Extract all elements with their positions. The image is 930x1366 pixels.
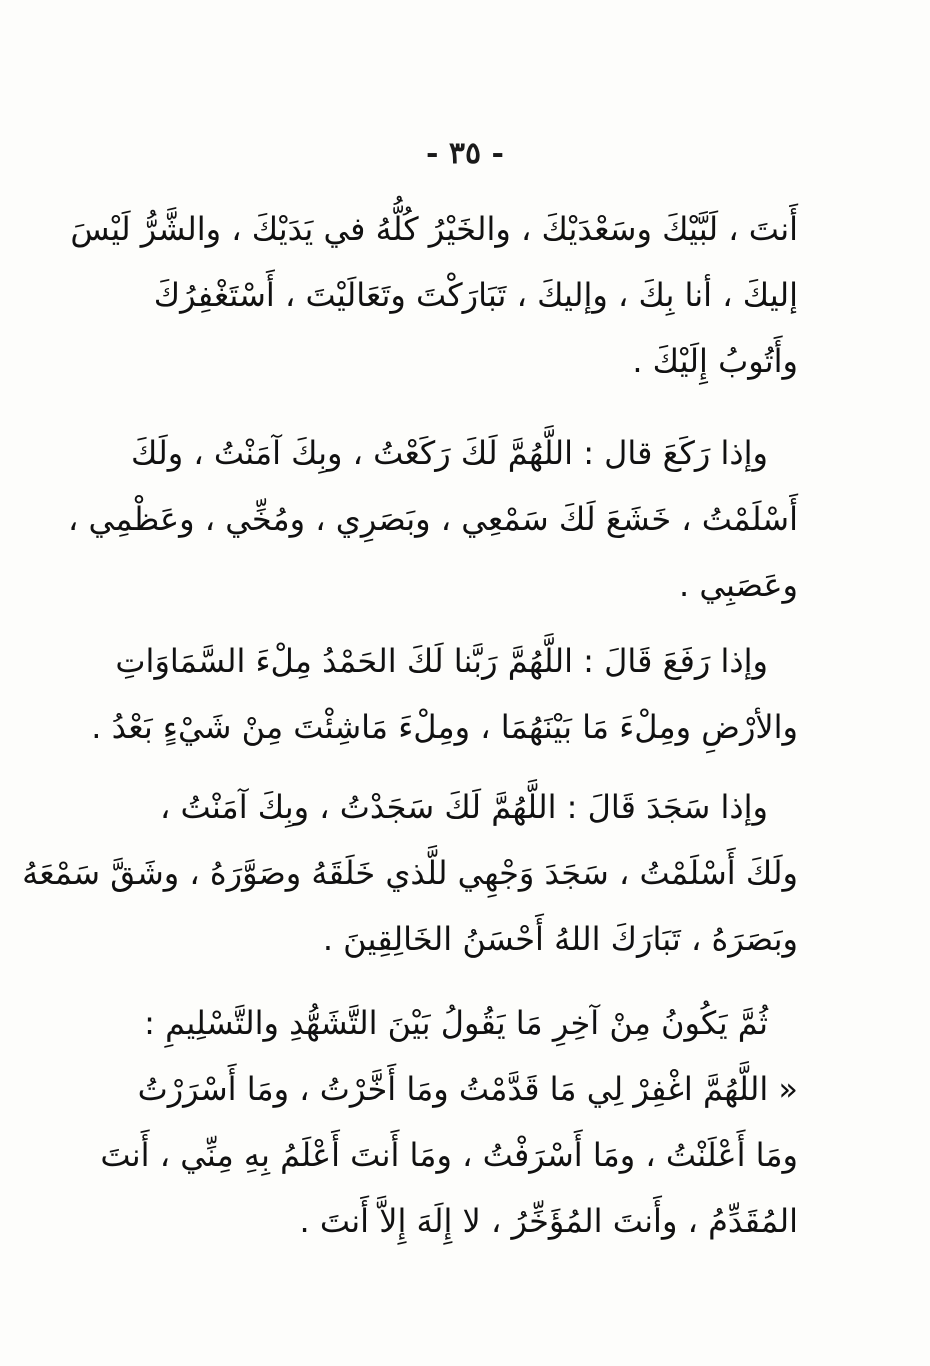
- paragraph-line: المُقَدِّمُ ، وأَنتَ المُؤَخِّرُ ، لا إِلَهَ إِلاَّ أَنتَ .: [299, 1202, 798, 1240]
- paragraph-4: [22, 774, 798, 972]
- paragraph-2: [68, 420, 798, 618]
- paragraph-line: وأَتُوبُ إِلَيْكَ .: [632, 342, 798, 380]
- paragraph-line: وإذا سَجَدَ قَالَ : اللَّهُمَّ لَكَ سَجَدْتُ ، وبِكَ آمَنْتُ ،: [159, 788, 768, 826]
- paragraph-line: إليكَ ، أنا بِكَ ، وإليكَ ، تَبَارَكْتَ وتَعَالَيْتَ ، أَسْتَغْفِرُكَ: [153, 276, 798, 314]
- paragraph-1: [70, 196, 798, 394]
- paragraph-line: أَنتَ ، لَبَّيْكَ وسَعْدَيْكَ ، والخَيْرُ كُلُّهُ في يَدَيْكَ ، والشَّرُّ لَيْسَ: [70, 210, 798, 248]
- paragraph-5: [100, 990, 798, 1254]
- paragraph-line: والأرْضِ ومِلْءَ مَا بَيْنَهُمَا ، ومِلْءَ مَاشِئْتَ مِنْ شَيْءٍ بَعْدُ .: [91, 708, 798, 746]
- paragraph-line: « اللَّهُمَّ اغْفِرْ لِي مَا قَدَّمْتُ ومَا أَخَّرْتُ ، ومَا أَسْرَرْتُ: [137, 1070, 798, 1108]
- page-number: - ٣٥ -: [425, 136, 505, 171]
- paragraph-line: وإذا رَكَعَ قال : اللَّهُمَّ لَكَ رَكَعْتُ ، وبِكَ آمَنْتُ ، ولَكَ: [131, 434, 768, 472]
- paragraph-line: وبَصَرَهُ ، تَبَارَكَ اللهُ أَحْسَنُ الخَالِقِينَ .: [322, 920, 798, 958]
- paragraph-line: أَسْلَمْتُ ، خَشَعَ لَكَ سَمْعِي ، وبَصَرِي ، ومُخِّي ، وعَظْمِي ،: [68, 500, 798, 538]
- paragraph-3: [91, 628, 798, 760]
- paragraph-line: ومَا أَعْلَنْتُ ، ومَا أَسْرَفْتُ ، ومَا أَنتَ أَعْلَمُ بِهِ مِنِّي ، أَنتَ: [100, 1136, 798, 1174]
- paragraph-line: ولَكَ أَسْلَمْتُ ، سَجَدَ وَجْهِي للَّذي خَلَقَهُ وصَوَّرَهُ ، وشَقَّ سَمْعَهُ: [22, 854, 798, 892]
- paragraph-line: ثُمَّ يَكُونُ مِنْ آخِرِ مَا يَقُولُ بَيْنَ التَّشَهُّدِ والتَّسْلِيمِ :: [144, 1004, 768, 1042]
- paragraph-line: وعَصَبِي .: [679, 566, 798, 604]
- paragraph-line: وإذا رَفَعَ قَالَ : اللَّهُمَّ رَبَّنا لَكَ الحَمْدُ مِلْءَ السَّمَاوَاتِ: [115, 642, 768, 680]
